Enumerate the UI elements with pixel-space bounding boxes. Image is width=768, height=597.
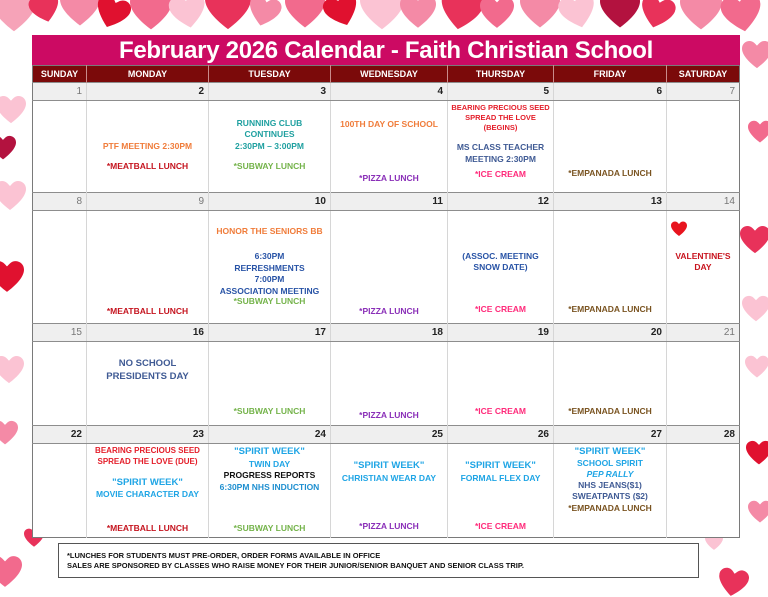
lunch-text: *PIZZA LUNCH (359, 409, 419, 420)
event-text: PROGRESS REPORTS (223, 470, 316, 481)
day-cell (209, 211, 331, 324)
heart-icon (0, 420, 18, 446)
events-row (33, 444, 740, 538)
event-text: MS CLASS TEACHER (456, 142, 545, 153)
weekday-sunday: SUNDAY (33, 66, 87, 83)
date-number: 28 (667, 426, 740, 444)
day-cell (667, 444, 740, 538)
date-row (33, 426, 740, 444)
heart-icon (130, 0, 172, 32)
heart-icon (719, 0, 765, 37)
heart-icon (742, 40, 768, 70)
event-text: BEARING PRECIOUS SEED (95, 446, 200, 455)
day-cell (331, 211, 448, 324)
date-number: 23 (87, 426, 209, 444)
date-number: 6 (554, 83, 667, 101)
date-number: 16 (87, 324, 209, 342)
date-number: 20 (554, 324, 667, 342)
footnote-line-2: SALES ARE SPONSORED BY CLASSES WHO RAISE MONEY FOR THEIR JUNIOR/SENIOR BANQUET AND SENIOR CLASS TRIP. (67, 561, 525, 571)
event-text: "SPIRIT WEEK" (112, 476, 183, 488)
day-cell (667, 342, 740, 426)
day-cell (448, 342, 554, 426)
day-cell (554, 342, 667, 426)
event-text: 2:30PM – 3:00PM (235, 140, 304, 151)
heart-icon (556, 0, 600, 34)
date-row (33, 193, 740, 211)
day-cell (331, 342, 448, 426)
day-cell (33, 211, 87, 324)
day-cell (554, 444, 667, 538)
event-text: (BEGINS) (483, 123, 518, 133)
day-cell (33, 444, 87, 538)
lunch-text: *SUBWAY LUNCH (233, 522, 306, 533)
event-text: (ASSOC. MEETING (462, 251, 539, 261)
date-number: 24 (209, 426, 331, 444)
weekday-wednesday: WEDNESDAY (331, 66, 448, 83)
event-text: PEP RALLY (586, 469, 634, 480)
date-number: 7 (667, 83, 740, 101)
lunch-text: *PIZZA LUNCH (359, 305, 419, 316)
lunch-text: *ICE CREAM (474, 405, 526, 416)
day-cell (554, 101, 667, 193)
heart-icon (400, 0, 436, 30)
date-number: 3 (209, 83, 331, 101)
day-cell (331, 444, 448, 538)
heart-icon (320, 0, 364, 33)
event-text: ASSOCIATION MEETING (219, 285, 320, 296)
event-text: REFRESHMENTS (234, 262, 305, 273)
heart-icon (671, 221, 687, 237)
heart-icon (480, 0, 514, 30)
day-cell (667, 101, 740, 193)
day-cell (448, 101, 554, 193)
event-text: "SPIRIT WEEK" (353, 460, 425, 471)
event-text: BEARING PRECIOUS SEED (451, 103, 550, 112)
date-number: 14 (667, 193, 740, 211)
date-number: 5 (448, 83, 554, 101)
event-text: 6:30PM NHS INDUCTION (219, 481, 320, 492)
date-row (33, 83, 740, 101)
day-cell (87, 444, 209, 538)
lunch-text: *MEATBALL LUNCH (106, 305, 189, 316)
date-number: 25 (331, 426, 448, 444)
date-number: 15 (33, 324, 87, 342)
day-cell (554, 211, 667, 324)
heart-icon (716, 566, 751, 597)
lunch-text: *SUBWAY LUNCH (233, 405, 306, 416)
heart-icon (748, 500, 768, 524)
weekday-saturday: SATURDAY (667, 66, 740, 83)
events-row (33, 101, 740, 193)
heart-icon (285, 0, 325, 30)
weekday-thursday: THURSDAY (448, 66, 554, 83)
heart-icon (360, 0, 404, 32)
weekday-tuesday: TUESDAY (209, 66, 331, 83)
heart-icon (636, 0, 678, 34)
date-number: 21 (667, 324, 740, 342)
footnote-box (58, 543, 699, 578)
heart-icon (205, 0, 251, 32)
lunch-text: *EMPANADA LUNCH (568, 405, 652, 416)
calendar-grid (32, 65, 740, 538)
event-text: "SPIRIT WEEK" (465, 460, 536, 471)
day-cell (209, 342, 331, 426)
weekday-header (33, 66, 740, 83)
heart-icon (520, 0, 560, 30)
heart-icon (745, 355, 768, 379)
date-number: 26 (448, 426, 554, 444)
heart-icon (0, 555, 22, 589)
lunch-text: *ICE CREAM (474, 520, 526, 531)
heart-icon (746, 440, 768, 466)
event-text: MOVIE CHARACTER DAY (95, 489, 200, 500)
date-number: 2 (87, 83, 209, 101)
event-text: NO SCHOOL (118, 358, 177, 369)
weekday-friday: FRIDAY (554, 66, 667, 83)
event-text: HONOR THE SENIORS BB (216, 226, 323, 236)
lunch-text: *ICE CREAM (474, 303, 526, 314)
event-text: NHS JEANS($1) (578, 480, 642, 491)
events-row (33, 211, 740, 324)
date-number: 8 (33, 193, 87, 211)
day-cell (209, 444, 331, 538)
heart-icon (748, 120, 768, 144)
date-row (33, 324, 740, 342)
event-text: SPREAD THE LOVE (465, 113, 536, 123)
date-number: 22 (33, 426, 87, 444)
event-text: PTF MEETING 2:30PM (102, 141, 193, 151)
lunch-text: *EMPANADA LUNCH (568, 502, 652, 513)
event-text: 100TH DAY OF SCHOOL (340, 119, 438, 129)
date-number: 9 (87, 193, 209, 211)
day-cell (331, 101, 448, 193)
lunch-text: *EMPANADA LUNCH (568, 167, 652, 178)
heart-icon (90, 0, 134, 35)
event-text: SCHOOL SPIRIT (577, 458, 643, 469)
lunch-text: *PIZZA LUNCH (359, 172, 419, 183)
heart-icon (680, 0, 722, 32)
events-row (33, 342, 740, 426)
heart-icon (437, 0, 486, 35)
event-text: 6:30PM (254, 251, 285, 262)
heart-icon (0, 355, 24, 385)
event-text: "SPIRIT WEEK" (234, 446, 305, 457)
event-text: 7:00PM (254, 274, 285, 285)
date-number: 1 (33, 83, 87, 101)
day-cell (448, 211, 554, 324)
event-text: MEETING 2:30PM (465, 153, 536, 164)
lunch-text: *PIZZA LUNCH (359, 520, 419, 531)
event-text: CHRISTIAN WEAR DAY (341, 472, 437, 483)
event-text: PRESIDENTS DAY (106, 370, 189, 382)
day-cell (87, 211, 209, 324)
event-text: RUNNING CLUB (236, 118, 303, 128)
lunch-text: *SUBWAY LUNCH (233, 296, 306, 307)
heart-icon (0, 135, 16, 161)
heart-icon (600, 0, 640, 30)
day-cell (33, 342, 87, 426)
date-number: 11 (331, 193, 448, 211)
event-text: "SPIRIT WEEK" (574, 446, 646, 457)
day-cell (667, 211, 740, 324)
day-cell (87, 101, 209, 193)
day-cell (33, 101, 87, 193)
event-text: VALENTINE'S (675, 251, 731, 261)
event-text: TWIN DAY (248, 458, 291, 469)
heart-icon (0, 180, 26, 212)
date-number: 18 (331, 324, 448, 342)
heart-icon (167, 0, 209, 33)
footnote-line-1: *LUNCHES FOR STUDENTS MUST PRE-ORDER, ORDER FORMS AVAILABLE IN OFFICE (67, 551, 381, 560)
date-number: 13 (554, 193, 667, 211)
day-cell (209, 101, 331, 193)
event-text: DAY (694, 262, 712, 273)
date-number: 17 (209, 324, 331, 342)
lunch-text: *MEATBALL LUNCH (106, 161, 189, 172)
date-number: 4 (331, 83, 448, 101)
date-number: 27 (554, 426, 667, 444)
event-text: SNOW DATE) (473, 262, 528, 273)
lunch-text: *SUBWAY LUNCH (233, 161, 306, 172)
event-text: FORMAL FLEX DAY (460, 472, 541, 483)
heart-icon (742, 295, 768, 323)
weekday-monday: MONDAY (87, 66, 209, 83)
date-number: 19 (448, 324, 554, 342)
date-number: 10 (209, 193, 331, 211)
event-text: SWEATPANTS ($2) (572, 491, 648, 502)
heart-icon (740, 225, 768, 255)
lunch-text: *EMPANADA LUNCH (568, 303, 652, 314)
page-title: February 2026 Calendar - Faith Christian School (32, 35, 740, 66)
event-text: CONTINUES (244, 129, 295, 140)
lunch-text: *ICE CREAM (474, 169, 526, 180)
heart-icon (0, 95, 26, 125)
event-text: SPREAD THE LOVE (DUE) (97, 456, 198, 466)
lunch-text: *MEATBALL LUNCH (106, 522, 189, 533)
day-cell (448, 444, 554, 538)
date-number: 12 (448, 193, 554, 211)
heart-icon (0, 260, 24, 294)
day-cell (87, 342, 209, 426)
